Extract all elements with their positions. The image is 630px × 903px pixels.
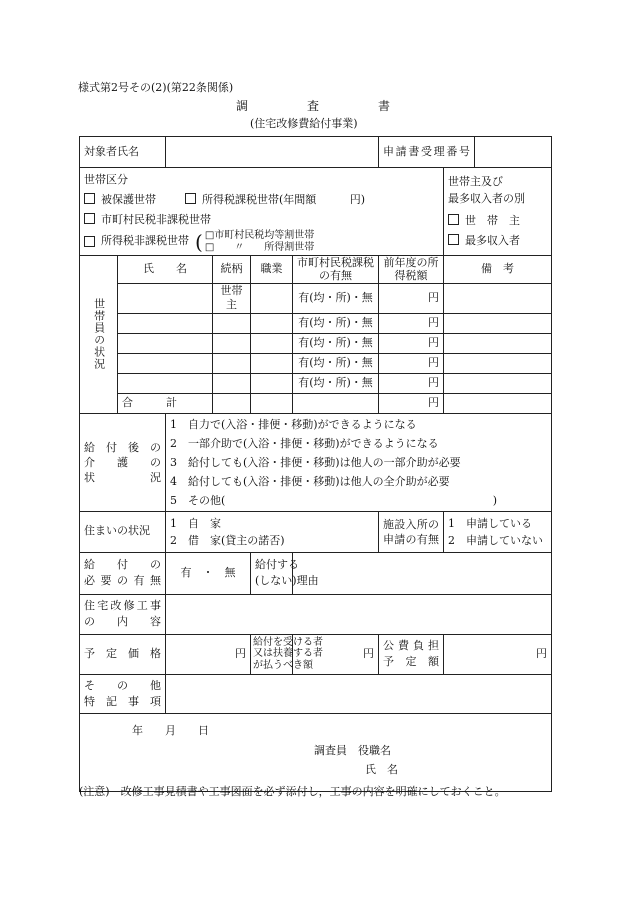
public-cost-label-cell [379, 634, 444, 674]
care-status-label: 状 況 [84, 470, 161, 484]
form-title-char: 書 [378, 99, 391, 113]
care-status-label-cell [80, 413, 166, 511]
date-field[interactable]: 年 月 日 [132, 723, 209, 737]
payer-amount-label-cell [251, 634, 323, 674]
necessity-reason-label-cell [251, 552, 319, 594]
care-option-other-close: ) [492, 493, 498, 507]
public-cost-label: 予定額 [383, 655, 439, 669]
facility-option-applied[interactable]: 1 申請している [448, 516, 532, 530]
necessity-reason-label: (しない)理由 [255, 574, 319, 588]
other-notes-label: そ の 他 [84, 678, 161, 692]
member-relation [213, 333, 251, 353]
household-head-label: 最多収入者の別 [448, 191, 525, 205]
necessity-label: 必要の有無 [84, 574, 161, 588]
member-remarks-field[interactable] [444, 353, 552, 373]
empty-cell [213, 393, 251, 413]
form-subtitle: (住宅改修費給付事業) [250, 117, 358, 130]
public-cost-unit[interactable]: 円 [444, 634, 552, 674]
care-option-other[interactable]: 5 その他( [170, 493, 226, 507]
facility-label: 申請の有無 [383, 532, 439, 546]
household-category-label: 世帯区分 [84, 172, 128, 186]
necessity-reason-field[interactable] [293, 552, 552, 594]
member-name-field[interactable] [118, 313, 213, 333]
signature-area [80, 713, 552, 791]
household-head-option: 世 帯 主 [465, 213, 520, 227]
members-header-municipal-tax: 市町村民税課税の有無 [293, 256, 379, 284]
member-tax-status[interactable]: 有(均・所)・無 [293, 353, 379, 373]
housing-label: 住まいの状況 [80, 511, 166, 552]
table-row [80, 373, 552, 393]
facility-label-cell [379, 511, 444, 552]
member-occupation-field[interactable] [251, 313, 293, 333]
member-income-tax-unit: 円 [379, 373, 444, 393]
member-income-tax-unit: 円 [379, 284, 444, 314]
members-header-name: 氏 名 [118, 256, 213, 284]
facility-option-not-applied[interactable]: 2 申請していない [448, 533, 543, 547]
member-name-field[interactable] [118, 373, 213, 393]
work-content-label: 住宅改修工事 [84, 599, 161, 613]
member-remarks-field[interactable] [444, 333, 552, 353]
work-content-label: の 内 容 [84, 615, 161, 629]
form-title [236, 99, 449, 115]
member-income-tax-unit: 円 [379, 333, 444, 353]
other-notes-field[interactable] [166, 674, 552, 713]
checkbox[interactable] [185, 193, 196, 204]
other-notes-label-cell [80, 674, 166, 713]
household-sub-option-per-capita: □市町村民税均等割世帯 [204, 230, 315, 241]
planned-price-label: 予定価格 [80, 634, 166, 674]
member-income-tax-unit: 円 [379, 313, 444, 333]
care-option[interactable]: 3 給付しても(入浴・排便・移動)は他人の一部介助が必要 [170, 455, 461, 469]
necessity-value[interactable]: 有 ・ 無 [166, 552, 251, 594]
household-head-option: 最多収入者 [465, 233, 520, 247]
investigator-title-label: 調査員 役職名 [314, 743, 391, 757]
housing-option-rent[interactable]: 2 借 家(貸主の諾否) [170, 533, 285, 547]
household-sub-option-income-levy: □ 〃 所得割世帯 [204, 241, 315, 253]
applicant-name-label: 対象者氏名 [80, 137, 166, 168]
member-income-tax-unit: 円 [379, 353, 444, 373]
facility-options [444, 511, 552, 552]
facility-label: 施設入所の [383, 517, 439, 531]
receipt-number-label: 申請書受理番号 [379, 137, 475, 168]
care-option[interactable]: 2 一部介助で(入浴・排便・移動)ができるようになる [170, 436, 439, 450]
table-row [80, 313, 552, 333]
table-row [80, 353, 552, 373]
checkbox[interactable] [84, 213, 95, 224]
household-head-cell [444, 168, 552, 256]
member-relation [213, 353, 251, 373]
housing-option-own[interactable]: 1 自 家 [170, 516, 221, 530]
work-content-label-cell [80, 594, 166, 634]
members-header-remarks: 備 考 [444, 256, 552, 284]
members-total-remarks-field[interactable] [444, 393, 552, 413]
form-title-char: 調 [236, 99, 249, 113]
member-name-field[interactable] [118, 333, 213, 353]
care-status-label: 給 付 後 の [84, 440, 161, 454]
member-occupation-field[interactable] [251, 284, 293, 314]
member-tax-status[interactable]: 有(均・所)・無 [293, 333, 379, 353]
necessity-label: 給 付 の [84, 558, 161, 572]
household-category-cell: 世帯区分 被保護世帯 所得税課税世帯(年間額 円) 市町村民税非課税世帯 所得税非課税世帯 ( □市町村民税均等割世帯 □ 〃 所得割世帯 [80, 168, 444, 256]
attachment-note: (注意) 改修工事見積書や工事図面を必ず添付し，工事の内容を明確にしておくこと。 [79, 785, 506, 798]
member-tax-status[interactable]: 有(均・所)・無 [293, 313, 379, 333]
member-relation [213, 313, 251, 333]
member-occupation-field[interactable] [251, 353, 293, 373]
care-option[interactable]: 4 給付しても(入浴・排便・移動)は他人の全介助が必要 [170, 474, 450, 488]
payer-amount-label: が払うべき額 [253, 659, 313, 671]
form-title-char: 査 [307, 99, 320, 113]
member-relation: 世帯主 [213, 284, 251, 314]
member-occupation-field[interactable] [251, 373, 293, 393]
payer-amount-label: 又は扶養する者 [253, 648, 323, 660]
care-option[interactable]: 1 自力で(入浴・排便・移動)ができるようになる [170, 417, 417, 431]
members-header-income-tax: 前年度の所得税額 [379, 256, 444, 284]
planned-price-unit[interactable]: 円 [166, 634, 251, 674]
checkbox[interactable] [448, 234, 459, 245]
applicant-name-field[interactable] [166, 137, 379, 168]
members-total-row [80, 393, 552, 413]
members-side-label-cell [80, 256, 118, 414]
member-name-field[interactable] [118, 353, 213, 373]
care-status-options [166, 413, 552, 511]
members-side-label: 世帯員の状況 [92, 298, 106, 371]
member-relation [213, 373, 251, 393]
work-content-field[interactable] [166, 594, 552, 634]
necessity-reason-label: 給付する [255, 558, 299, 572]
members-total-label: 合 計 [118, 393, 213, 413]
public-cost-label: 公費負担 [383, 639, 439, 653]
necessity-label-cell [80, 552, 166, 594]
members-total-unit: 円 [379, 393, 444, 413]
household-option-welfare: 被保護世帯 [101, 192, 156, 206]
table-row [80, 333, 552, 353]
care-status-label: 介 護 の [84, 455, 161, 469]
payer-amount-unit[interactable]: 円 [293, 634, 379, 674]
receipt-number-field[interactable] [475, 137, 552, 168]
member-remarks-field[interactable] [444, 284, 552, 314]
survey-form-table [79, 136, 552, 792]
member-tax-status[interactable]: 有(均・所)・無 [293, 373, 379, 393]
checkbox[interactable] [84, 236, 95, 247]
checkbox[interactable] [84, 193, 95, 204]
members-header-occupation: 職業 [251, 256, 293, 284]
housing-options [166, 511, 379, 552]
household-option-municipal-exempt: 市町村民税非課税世帯 [101, 212, 211, 226]
member-name-field[interactable] [118, 284, 213, 314]
payer-amount-label: 給付を受ける者 [253, 636, 323, 648]
member-occupation-field[interactable] [251, 333, 293, 353]
investigator-name-label: 氏 名 [365, 762, 398, 776]
household-option-income-tax: 所得税課税世帯(年間額 [202, 192, 317, 206]
member-remarks-field[interactable] [444, 313, 552, 333]
members-header-relation: 続柄 [213, 256, 251, 284]
household-head-label: 世帯主及び [448, 174, 503, 188]
member-tax-status[interactable]: 有(均・所)・無 [293, 284, 379, 314]
member-remarks-field[interactable] [444, 373, 552, 393]
table-row [80, 284, 552, 314]
checkbox[interactable] [448, 214, 459, 225]
household-option-income-exempt: 所得税非課税世帯 [101, 234, 189, 248]
empty-cell [251, 393, 293, 413]
empty-cell [293, 393, 379, 413]
form-number: 様式第2号その(2)(第22条関係) [78, 81, 234, 94]
household-option-income-tax-unit: 円) [349, 192, 366, 206]
other-notes-label: 特 記 事 項 [84, 694, 161, 708]
